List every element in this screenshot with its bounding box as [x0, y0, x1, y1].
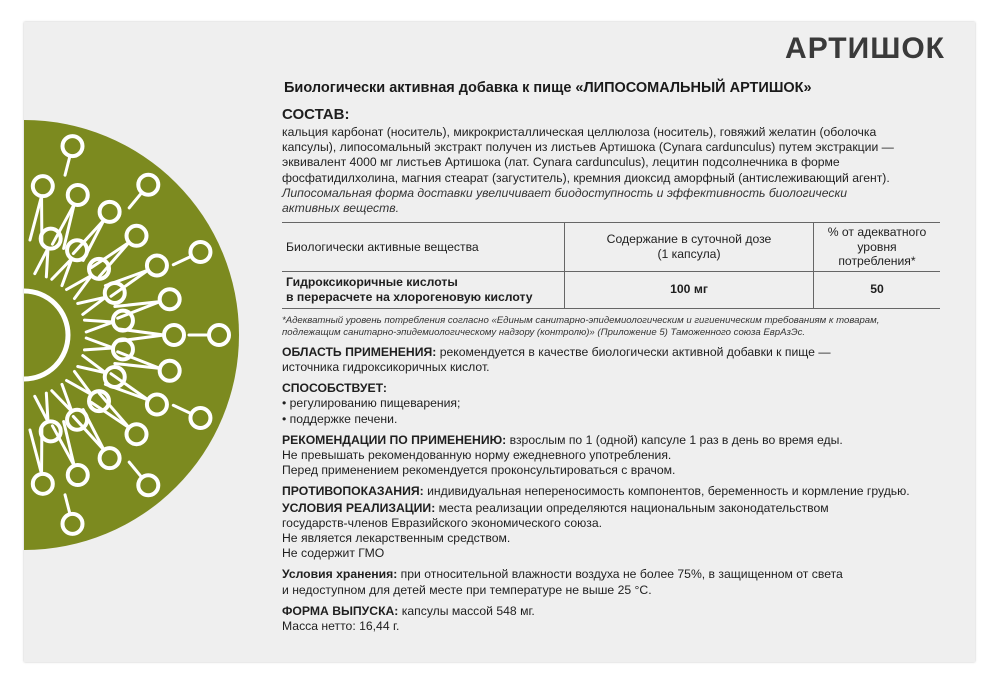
- brand-title: АРТИШОК: [785, 32, 945, 65]
- recommendations-text-3: Перед применением рекомендуется проконсультироваться с врачом.: [282, 463, 676, 478]
- sale-text-4: Не содержит ГМО: [282, 546, 385, 561]
- lipid-tail: [46, 248, 48, 277]
- contraindications-text: индивидуальная непереносимость компонентов, беременность и кормление грудью.: [423, 484, 910, 499]
- promotes-item: • поддержке печени.: [282, 411, 398, 426]
- composition-line: эквивалент 4000 мг листьев Артишока (лат. Cynara cardunculus), лецитин подсолнечника в форме: [282, 155, 840, 170]
- sale-text-2: государств-членов Евразийского экономического союза.: [282, 515, 603, 530]
- sale-text-3: Не является лекарственным средством.: [282, 530, 511, 545]
- lipid-tail: [84, 320, 113, 322]
- form-label: ФОРМА ВЫПУСКА:: [282, 603, 399, 618]
- recommendations-text: взрослым по 1 (одной) капсуле 1 раз в день во время еды.: [506, 432, 843, 447]
- contraindications-label: ПРОТИВОПОКАЗАНИЯ:: [282, 484, 424, 499]
- substance-cell: [282, 271, 565, 308]
- contraindications-section: [282, 484, 947, 499]
- form-text-2: Масса нетто: 16,44 г.: [282, 618, 400, 633]
- header-daily-dose: [565, 223, 814, 272]
- footnote-line: *Адекватный уровень потребления согласно «Единым санитарно-эпидемиологическим и гигиеническим требованиям к товарам,: [282, 314, 880, 326]
- percent-cell: 50: [814, 271, 941, 308]
- nutrition-table: [282, 222, 940, 309]
- recommendations-section: [282, 433, 947, 479]
- promotes-item: • регулированию пищеварения;: [282, 396, 461, 411]
- header-percent-line: % от адекватного: [827, 225, 927, 240]
- amount-cell: 100 мг: [565, 271, 814, 308]
- label-card: [24, 22, 975, 662]
- liposome-illustration: [24, 120, 284, 550]
- footnote: [282, 315, 947, 339]
- header-percent-line: уровня потребления*: [838, 239, 916, 269]
- composition-line: капсулы), липосомальный экстракт получен из листьев Артишока (Cynara cardunculus) путем экстракции —: [282, 140, 894, 155]
- storage-label: Условия хранения:: [282, 567, 398, 582]
- product-title: Биологически активная добавка к пище «ЛИПОСОМАЛЬНЫЙ АРТИШОК»: [284, 80, 812, 96]
- sale-text: места реализации определяются национальным законодательством: [435, 500, 829, 515]
- substance-line: Гидроксикоричные кислоты: [286, 275, 458, 290]
- recommendations-text-2: Не превышать рекомендованную норму ежедневного употребления.: [282, 447, 672, 462]
- footnote-line: подлежащим санитарно-эпидемиологическому надзору (контролю)» (Приложение 5) Таможенного союза ЕврАзЭс.: [282, 326, 806, 338]
- storage-section: [282, 567, 947, 597]
- form-section: [282, 604, 947, 634]
- composition-heading: СОСТАВ:: [282, 106, 350, 123]
- header-daily-dose-line: Содержание в суточной дозе: [606, 232, 772, 247]
- recommendations-label: РЕКОМЕНДАЦИИ ПО ПРИМЕНЕНИЮ:: [282, 432, 507, 447]
- composition-line: кальция карбонат (носитель), микрокристаллическая целлюлоза (носитель), говяжий желатин (оболочка: [282, 125, 877, 139]
- lipid-tail: [84, 348, 113, 350]
- label-content: [282, 106, 947, 634]
- table-row: [282, 271, 940, 308]
- sale-label: УСЛОВИЯ РЕАЛИЗАЦИИ:: [282, 500, 436, 515]
- promotes-section: [282, 381, 947, 427]
- table-header-row: [282, 223, 940, 272]
- storage-text: при относительной влажности воздуха не более 75%, в защищенном от света: [397, 567, 843, 582]
- header-substances: Биологически активные вещества: [282, 223, 565, 272]
- sale-section: [282, 501, 947, 562]
- area-section: [282, 345, 947, 375]
- header-percent: [814, 223, 941, 272]
- storage-text-2: и недоступном для детей месте при температуре не выше 25 °С.: [282, 582, 652, 597]
- area-text-2: источника гидроксикоричных кислот.: [282, 359, 490, 374]
- composition-line: фосфатидилхолина, магния стеарат (загуститель), кремния диоксид аморфный (антислеживающий агент).: [282, 170, 890, 185]
- promotes-label: СПОСОБСТВУЕТ:: [282, 381, 387, 396]
- area-text: рекомендуется в качестве биологически активной добавки к пище —: [436, 344, 831, 359]
- header-daily-dose-line: (1 капсула): [657, 246, 721, 261]
- composition-note: Липосомальная форма доставки увеличивает биодоступность и эффективность биологически: [282, 185, 847, 200]
- substance-line: в перерасчете на хлорогеновую кислоту: [286, 289, 533, 304]
- area-label: ОБЛАСТЬ ПРИМЕНЕНИЯ:: [282, 344, 437, 359]
- composition-note: активных веществ.: [282, 201, 399, 216]
- form-text: капсулы массой 548 мг.: [398, 603, 535, 618]
